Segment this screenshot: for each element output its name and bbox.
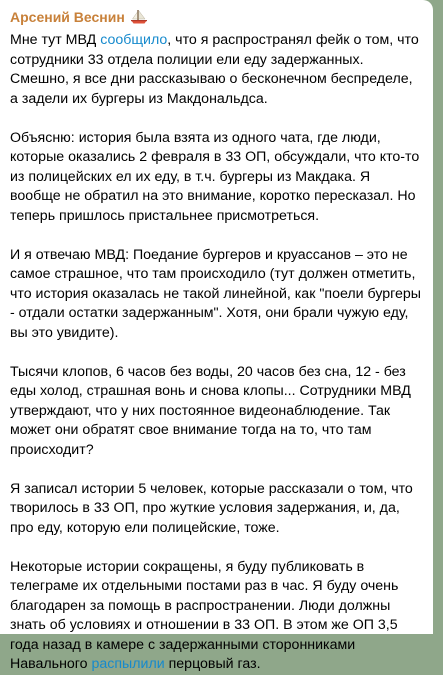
paragraph-text: перцовый газ. xyxy=(164,656,261,672)
message-paragraph: Я записал истории 5 человек, которые рассказали о том, что творилось в 33 ОП, про жуткие условия задержания, и, да, про еду, которую ели полицейские, тоже. xyxy=(10,480,413,536)
message-link[interactable]: сообщило xyxy=(100,32,168,48)
message-paragraph: Тысячи клопов, 6 часов без воды, 20 часов без сна, 12 - без еды холод, страшная вонь и снова клопы... Сотрудники МВД утверждают, что у них постоянное видеонаблюдение. Так может они обратят свое внимание тогда на то, что там происходит? xyxy=(10,363,411,458)
message-paragraph: И я отвечаю МВД: Поедание бургеров и круассанов – это не самое страшное, что там происходило (тут должен отметить, что история оказалась не такой линейной, как "поели бургеры - отдали остатки задержанным". Хотя, они брали чужую еду, вы это увидите). xyxy=(10,246,422,341)
paragraph-text: , что я распространял фейк о том, что сотрудники 33 отдела полиции ели еду задержанных. Смешно, я все дни рассказываю о бесконечном беспределе, а задели их бургеры из Макдональдса. xyxy=(10,32,419,107)
message-paragraph: Объясню: история была взята из одного чата, где люди, которые оказались 2 февраля в 33 ОП, обсуждали, что кто-то из полицейских ел их еду, в т.ч. бургеры из Макдака. Я вообще не обратил на это внимание, коротко пересказал. Но теперь пришлось пристальнее присмотреться. xyxy=(10,129,420,224)
paragraph-text: Некоторые истории сокращены, я буду публиковать в телеграме их отдельными постами раз в час. Я буду очень благодарен за помощь в распространении. Люди должны знать об условиях и отношении в 33 ОП. В этом же ОП 3,5 года назад в камере с задержанными сторонниками Навального xyxy=(10,558,399,672)
message-paragraph xyxy=(10,558,423,675)
paragraph-text: Мне тут МВД xyxy=(10,32,101,48)
message-paragraph xyxy=(10,31,423,109)
message-sender xyxy=(10,7,423,27)
message-text xyxy=(10,31,423,675)
sender-name[interactable]: Арсений Веснин xyxy=(10,9,125,25)
message-link[interactable]: распылили xyxy=(91,656,165,672)
sailboat-icon xyxy=(130,9,148,25)
